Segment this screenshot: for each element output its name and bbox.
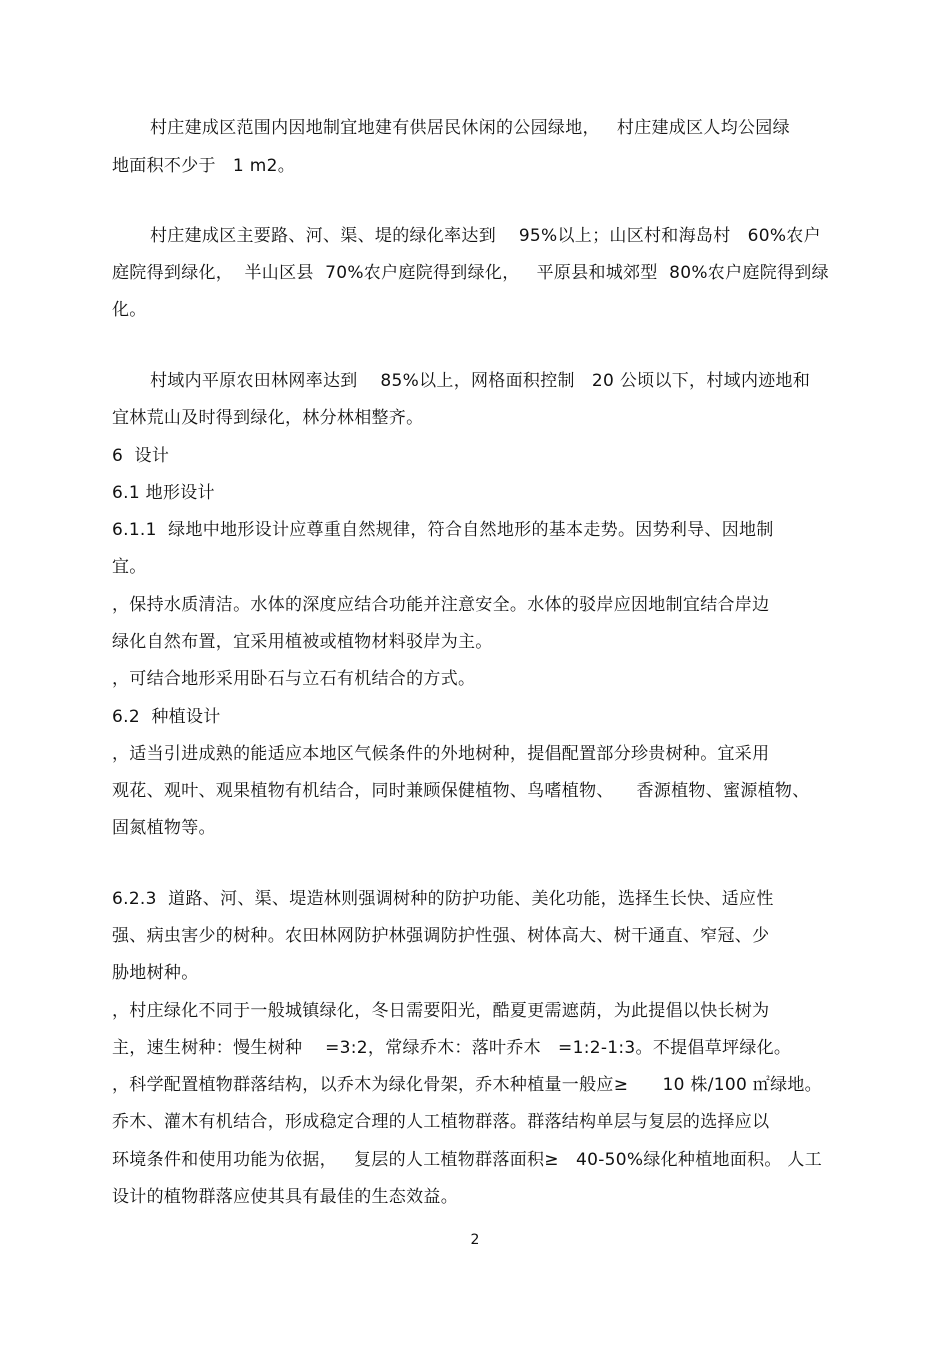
text-line: 强、病虫害少的树种。农田林网防护林强调防护性强、树体高大、树干通直、窄冠、少 bbox=[112, 926, 770, 946]
text-line: 乔木、灌木有机结合，形成稳定合理的人工植物群落。群落结构单层与复层的选择应以 bbox=[112, 1112, 770, 1132]
text-line: 设计的植物群落应使其具有最佳的生态效益。 bbox=[112, 1187, 458, 1207]
text-line: 主，速生树种：慢生树种 =3:2，常绿乔木：落叶乔木 =1:2-1:3。不提倡草坪绿化。 bbox=[112, 1038, 792, 1058]
text-line: ，适当引进成熟的能适应本地区气候条件的外地树种，提倡配置部分珍贵树种。宜采用 bbox=[112, 744, 770, 764]
text-line: 宜林荒山及时得到绿化，林分林相整齐。 bbox=[112, 408, 424, 428]
text-line: 地面积不少于 1 m2。 bbox=[112, 156, 296, 176]
text-line: 庭院得到绿化， 半山区县 70%农户庭院得到绿化， 平原县和城郊型 80%农户庭院得到绿 bbox=[112, 263, 829, 283]
text-line: 村庄建成区范围内因地制宜地建有供居民休闲的公园绿地， 村庄建成区人均公园绿 bbox=[150, 118, 790, 138]
text-line: 胁地树种。 bbox=[112, 963, 199, 983]
text-line: 绿化自然布置，宜采用植被或植物材料驳岸为主。 bbox=[112, 632, 493, 652]
text-line: ，可结合地形采用卧石与立石有机结合的方式。 bbox=[112, 669, 476, 689]
subsection-heading: 6.2 种植设计 bbox=[112, 707, 221, 727]
text-line: 宜。 bbox=[112, 557, 147, 577]
text-line: 6.2.3 道路、河、渠、堤造林则强调树种的防护功能、美化功能，选择生长快、适应性 bbox=[112, 889, 774, 909]
text-line: 化。 bbox=[112, 300, 147, 320]
text-line: ，保持水质清洁。水体的深度应结合功能并注意安全。水体的驳岸应因地制宜结合岸边 bbox=[112, 595, 770, 615]
subsection-heading: 6.1 地形设计 bbox=[112, 483, 215, 503]
text-line: ，村庄绿化不同于一般城镇绿化，冬日需要阳光，酷夏更需遮荫，为此提倡以快长树为 bbox=[112, 1001, 770, 1021]
text-line: 村域内平原农田林网率达到 85%以上，网格面积控制 20 公顷以下，村域内迹地和 bbox=[150, 371, 811, 391]
section-heading: 6 设计 bbox=[112, 446, 170, 466]
text-line: 环境条件和使用功能为依据， 复层的人工植物群落面积≥ 40-50%绿化种植地面积。 人工 bbox=[112, 1150, 823, 1170]
text-line: 6.1.1 绿地中地形设计应尊重自然规律，符合自然地形的基本走势。因势利导、因地制 bbox=[112, 520, 774, 540]
text-line: 村庄建成区主要路、河、渠、堤的绿化率达到 95%以上；山区村和海岛村 60%农户 bbox=[150, 226, 821, 246]
page-number: 2 bbox=[470, 1232, 480, 1248]
text-line: 观花、观叶、观果植物有机结合，同时兼顾保健植物、鸟嗜植物、 香源植物、蜜源植物、 bbox=[112, 781, 810, 801]
text-line: ，科学配置植物群落结构，以乔木为绿化骨架，乔木种植量一般应≥ 10 株/100 ㎡绿地。 bbox=[112, 1075, 822, 1095]
text-line: 固氮植物等。 bbox=[112, 818, 216, 838]
